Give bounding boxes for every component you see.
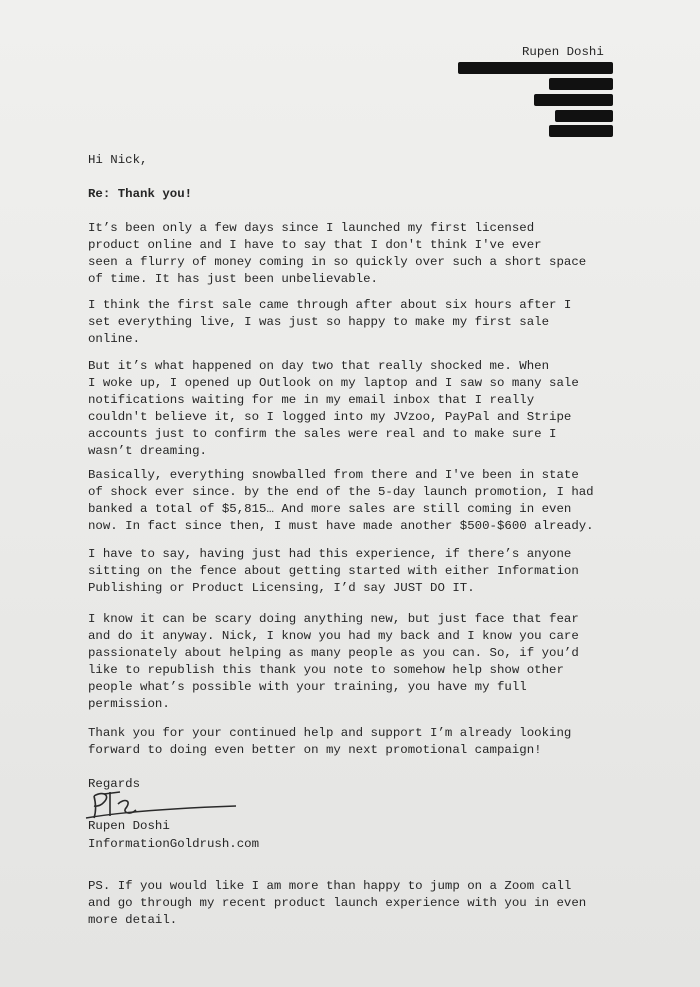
paragraph-line: Publishing or Product Licensing, I’d say JUST DO IT. <box>88 581 475 595</box>
paragraph-line: couldn't believe it, so I logged into my JVzoo, PayPal and Stripe <box>88 410 572 424</box>
paragraph-line: of time. It has just been unbelievable. <box>88 272 378 286</box>
paragraph-line: set everything live, I was just so happy to make my first sale <box>88 315 550 329</box>
paragraph <box>88 358 648 460</box>
paragraph-line: forward to doing even better on my next promotional campaign! <box>88 743 542 757</box>
postscript <box>88 878 648 929</box>
paragraph-line: I woke up, I opened up Outlook on my laptop and I saw so many sale <box>88 376 579 390</box>
postscript-line: PS. If you would like I am more than happy to jump on a Zoom call <box>88 879 572 893</box>
paragraph-line: like to republish this thank you note to somehow help show other <box>88 663 564 677</box>
paragraph-line: But it’s what happened on day two that really shocked me. When <box>88 359 550 373</box>
paragraph-line: and do it anyway. Nick, I know you had my back and I know you care <box>88 629 579 643</box>
paragraph-line: now. In fact since then, I must have made another $500-$600 already. <box>88 519 594 533</box>
paragraph-line: I have to say, having just had this experience, if there’s anyone <box>88 547 572 561</box>
paragraph <box>88 467 648 535</box>
paragraph-line: seen a flurry of money coming in so quickly over such a short space <box>88 255 587 269</box>
paragraph-line: banked a total of $5,815… And more sales are still coming in even <box>88 502 572 516</box>
paragraph-line: people what’s possible with your training, you have my full <box>88 680 527 694</box>
paragraph <box>88 546 648 597</box>
greeting: Hi Nick, <box>88 153 148 167</box>
postscript-line: and go through my recent product launch experience with you in even <box>88 896 587 910</box>
paragraph-line: It’s been only a few days since I launched my first licensed <box>88 221 535 235</box>
paragraph-line: I think the first sale came through after about six hours after I <box>88 298 572 312</box>
website: InformationGoldrush.com <box>88 837 260 851</box>
paragraph-line: Thank you for your continued help and support I’m already looking <box>88 726 572 740</box>
subject-line: Re: Thank you! <box>88 187 193 201</box>
paragraph <box>88 725 648 759</box>
redaction-bar <box>458 62 613 74</box>
paragraph-line: notifications waiting for me in my email inbox that I really <box>88 393 535 407</box>
signature-name: Rupen Doshi <box>88 819 170 833</box>
redaction-bar <box>549 125 613 137</box>
redaction-bar <box>555 110 613 122</box>
paragraph-line: wasn’t dreaming. <box>88 444 207 458</box>
paragraph-line: Basically, everything snowballed from there and I've been in state <box>88 468 579 482</box>
paragraph-line: accounts just to confirm the sales were real and to make sure I <box>88 427 557 441</box>
paragraph <box>88 297 648 348</box>
paragraph-line: of shock ever since. by the end of the 5-day launch promotion, I had <box>88 485 594 499</box>
postscript-line: more detail. <box>88 913 178 927</box>
redaction-bar <box>534 94 613 106</box>
paragraph <box>88 220 648 288</box>
paragraph-line: online. <box>88 332 141 346</box>
paragraph-line: I know it can be scary doing anything new, but just face that fear <box>88 612 579 626</box>
closing: Regards <box>88 777 141 791</box>
paragraph-line: passionately about helping as many people as you can. So, if you’d <box>88 646 579 660</box>
sender-name: Rupen Doshi <box>522 45 604 59</box>
redaction-bar <box>549 78 613 90</box>
paragraph-line: product online and I have to say that I don't think I've ever <box>88 238 542 252</box>
paragraph <box>88 611 648 713</box>
paragraph-line: permission. <box>88 697 170 711</box>
paragraph-line: sitting on the fence about getting started with either Information <box>88 564 579 578</box>
